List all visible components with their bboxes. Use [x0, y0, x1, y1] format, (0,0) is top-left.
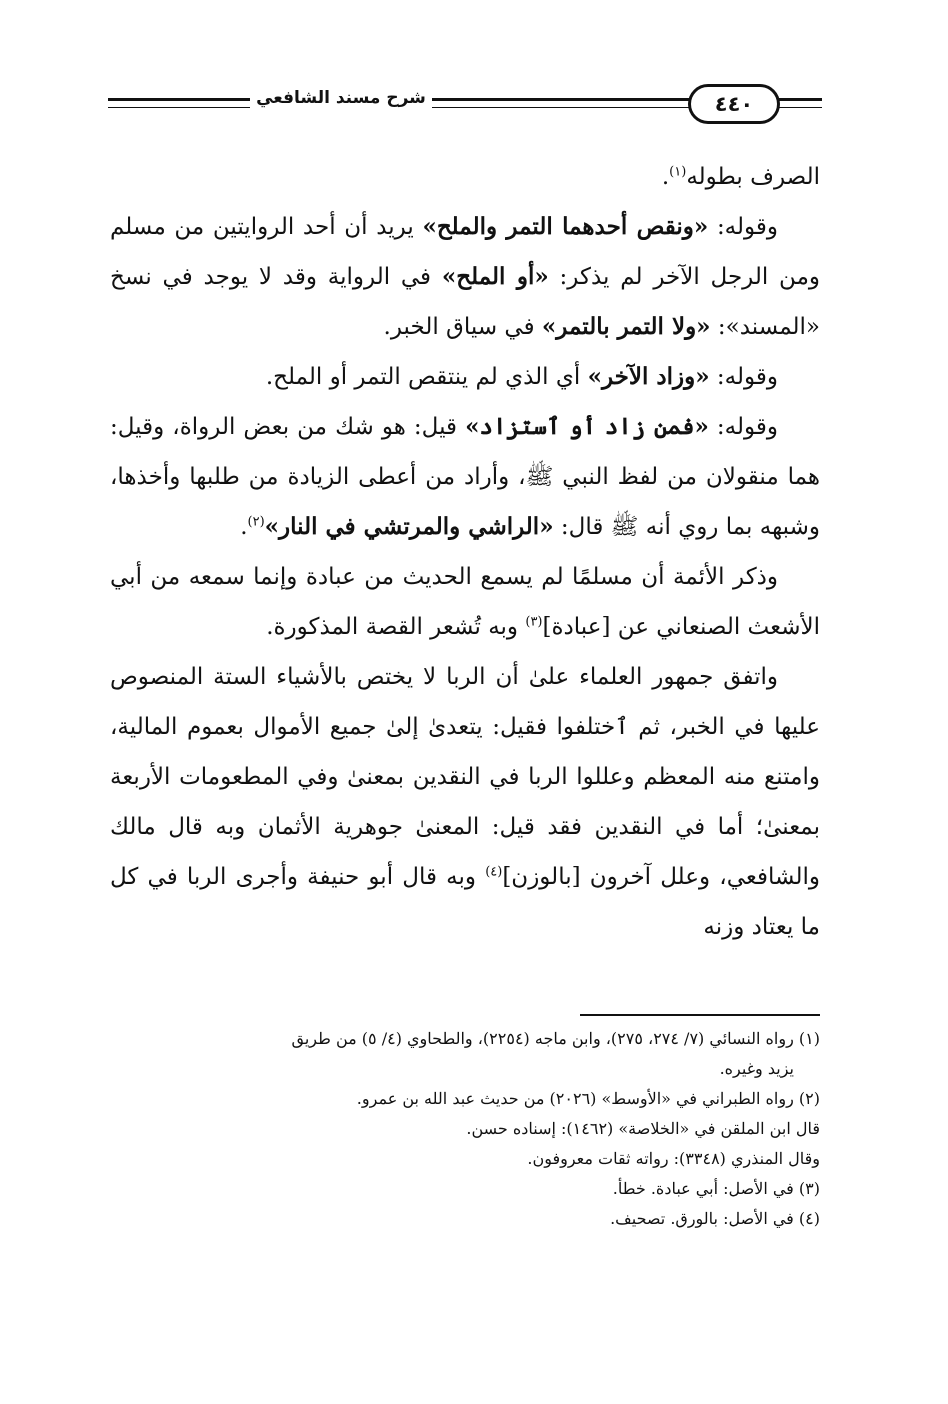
- paragraph: [110, 202, 820, 352]
- header-rule: [108, 107, 258, 108]
- text-span: أي الذي لم ينتقص التمر أو الملح.: [265, 364, 588, 390]
- main-text: [110, 152, 820, 952]
- quote: «ولا التمر بالتمر»: [541, 313, 711, 340]
- footnote-separator: [580, 1014, 820, 1016]
- text-span: .: [661, 164, 670, 190]
- quote: «أو الملح»: [441, 263, 549, 290]
- footnote-ref[interactable]: (٣): [525, 614, 543, 630]
- text-span: .: [240, 514, 248, 540]
- paragraph: [110, 552, 820, 652]
- paragraph: [110, 402, 820, 552]
- text-span: قيل: هو شك من بعض الرواة، وقيل: هما منقولان من لفظ النبي ﷺ، وأراد من أعطى الزيادة من طلبها وأخذها، وشبهه بما روي أنه ﷺ قال:: [110, 414, 820, 540]
- footnote-line: وقال المنذري (٣٣٤٨): رواته ثقات معروفون.: [527, 1149, 820, 1168]
- header-rule: [426, 98, 696, 101]
- running-title: شرح مسند الشافعي: [250, 88, 432, 108]
- header-rule: [108, 98, 258, 101]
- text-span: وقوله:: [708, 214, 779, 240]
- header-rule: [776, 98, 822, 101]
- footnote: (١) رواه النسائي (٧/ ٢٧٤، ٢٧٥)، وابن ماجه (٢٢٥٤)، والطحاوي (٤/ ٥) من طريق: [291, 1029, 820, 1048]
- footnote-continuation: يزيد وغيره.: [719, 1059, 794, 1078]
- quote: «ونقص أحدهما التمر والملح»: [422, 213, 709, 240]
- text-span: يريد أن أحد الروايتين من مسلم ومن الرجل الآخر لم يذكر:: [110, 214, 820, 290]
- footnotes: [108, 1024, 820, 1234]
- paragraph: [110, 652, 820, 952]
- running-header: [108, 80, 822, 130]
- text-span: في الرواية وقد لا يوجد في نسخ «المسند»:: [110, 264, 820, 340]
- footnote-line: قال ابن الملقن في «الخلاصة» (١٤٦٢): إسناده حسن.: [466, 1119, 820, 1138]
- footnote-ref[interactable]: (٢): [247, 514, 265, 530]
- text-span: وقوله:: [708, 414, 778, 440]
- header-rule: [426, 107, 696, 108]
- text-span: في سياق الخبر.: [383, 314, 542, 340]
- text-span: وبه تُشعر القصة المذكورة.: [266, 614, 526, 640]
- quote: «الراشي والمرتشي في النار»: [264, 513, 554, 540]
- footnote-ref[interactable]: (١): [669, 164, 687, 180]
- quote: «وزاد الآخر»: [587, 363, 710, 390]
- text-span: واتفق جمهور العلماء علىٰ أن الربا لا يختص بالأشياء الستة المنصوص عليها في الخبر، ثم ٱختلفوا فقيل: يتعدىٰ إلىٰ جميع الأموال بعموم المالية، وامتنع منه المعظم وعللوا الربا في النقدين بمعنىٰ وفي المطعومات الأربعة بمعنىٰ؛ أما في النقدين فقد قيل: المعنىٰ جوهرية الأثمان وبه قال مالك والشافعي، وعلل آخرون [بالوزن]: [110, 664, 820, 890]
- quote: «فمن زاد أو ٱستزاد»: [465, 413, 709, 440]
- header-rule: [776, 107, 822, 108]
- text-span: وبه قال أبو حنيفة وأجرى الربا في كل ما يعتاد وزنه: [110, 864, 820, 940]
- text-span: وقوله:: [709, 364, 778, 390]
- paragraph: [110, 152, 820, 202]
- footnote: (٤) في الأصل: بالورق. تصحيف.: [610, 1209, 820, 1228]
- text-span: الصرف بطوله: [686, 164, 820, 190]
- footnote-ref[interactable]: (٤): [485, 864, 503, 880]
- paragraph: [110, 352, 820, 402]
- footnote: (٢) رواه الطبراني في «الأوسط» (٢٠٢٦) من حديث عبد الله بن عمرو.: [356, 1089, 820, 1108]
- page-number: ٤٤٠: [688, 84, 780, 124]
- footnote: (٣) في الأصل: أبي عبادة. خطأ.: [612, 1179, 820, 1198]
- text-span: وذكر الأئمة أن مسلمًا لم يسمع الحديث من عبادة وإنما سمعه من أبي الأشعث الصنعاني عن [عبادة]: [110, 564, 820, 640]
